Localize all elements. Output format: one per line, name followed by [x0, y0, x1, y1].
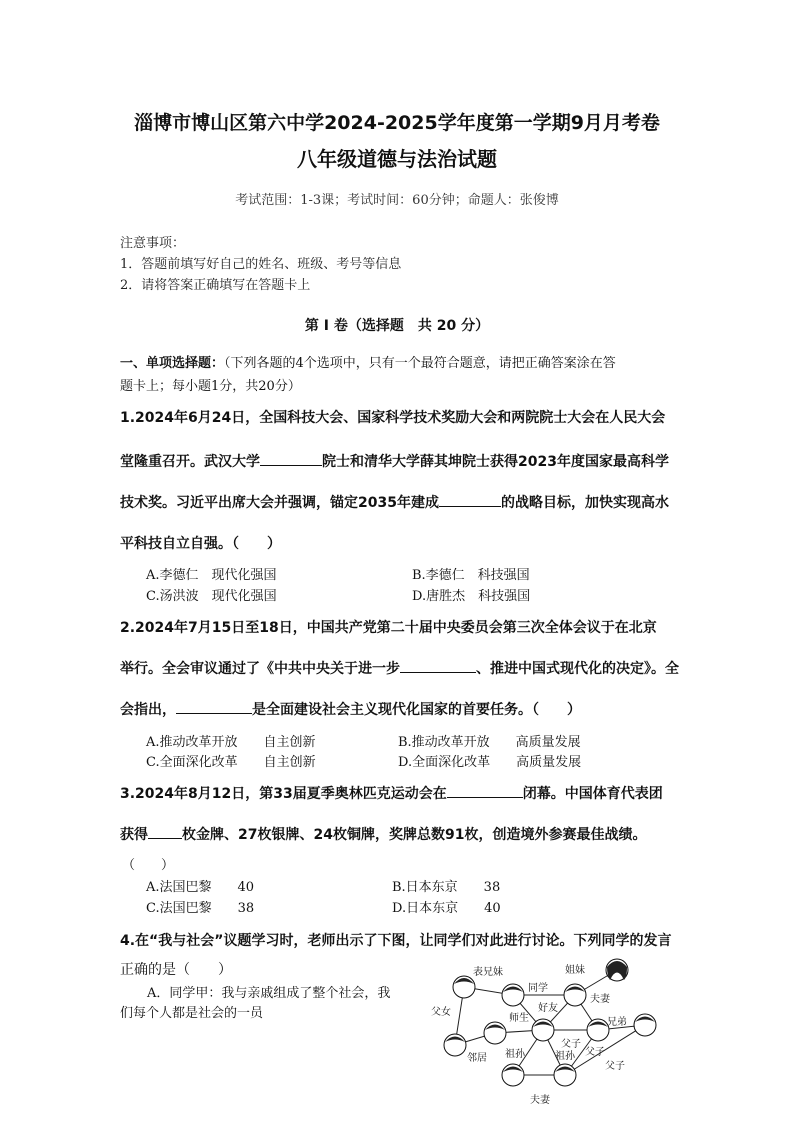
section-heading: 第 I 卷（选择题 共 20 分）: [304, 318, 490, 334]
q3-option-b[interactable]: B.日本东京 38: [392, 880, 501, 895]
exam-subject: 八年级道德与法治试题: [297, 147, 497, 171]
q3-line-3: （ ）: [122, 858, 175, 873]
q2-line-2: [120, 658, 680, 678]
relation-label: 同学: [528, 983, 548, 994]
q2-option-d[interactable]: D.全面深化改革 高质量发展: [398, 755, 582, 770]
relation-label: 兄弟: [607, 1017, 627, 1028]
relationship-diagram: [425, 955, 675, 1105]
q3-text: 枚金牌、27枚银牌、24枚铜牌，奖牌总数91枚，创造境外参赛最佳战绩。: [182, 827, 647, 843]
notes-heading: 注意事项：: [120, 236, 186, 251]
relation-label: 祖孙: [555, 1051, 575, 1062]
answer-blank: [439, 492, 501, 507]
relation-label: 好友: [538, 1003, 558, 1014]
relation-label: 邻居: [467, 1053, 487, 1064]
q1-line-3: [120, 492, 680, 512]
q2-option-b[interactable]: B.推动改革开放 高质量发展: [398, 735, 581, 750]
relation-label: 祖孙: [505, 1049, 525, 1060]
answer-blank: [176, 699, 252, 714]
q1-option-d[interactable]: D.唐胜杰 科技强国: [412, 589, 531, 604]
relation-label: 父女: [431, 1007, 451, 1018]
q1-text: 院士和清华大学薛其坤院士获得2023年度国家最高科学: [322, 454, 669, 470]
instruction-text-2: 题卡上；每小题1分，共20分）: [120, 379, 301, 394]
answer-blank: [400, 658, 476, 673]
q1-line-1: 1.2024年6月24日，全国科技大会、国家科学技术奖励大会和两院院士大会在人民大会: [120, 410, 666, 426]
q1-text: 的战略目标，加快实现高水: [500, 495, 669, 511]
q4-line-2: 正确的是（ ）: [120, 962, 232, 978]
note-item: 1．答题前填写好自己的姓名、班级、考号等信息: [120, 257, 402, 272]
q1-line-4: 平科技自立自强。（ ）: [120, 536, 281, 552]
q1-option-c[interactable]: C.汤洪波 现代化强国: [146, 589, 277, 604]
relation-label: 父子: [585, 1047, 605, 1058]
q2-text: 、推进中国式现代化的决定》。全: [476, 661, 679, 677]
relation-label: 夫妻: [590, 994, 610, 1005]
answer-blank: [447, 783, 523, 798]
exam-title: 淄博市博山区第六中学2024-2025学年度第一学期9月月考卷: [134, 112, 660, 134]
q3-option-d[interactable]: D.日本东京 40: [392, 901, 501, 916]
q4-option-a-line-1[interactable]: A．同学甲：我与亲戚组成了整个社会，我: [147, 986, 391, 1001]
relation-label: 父子: [605, 1061, 625, 1072]
q3-text: 3.2024年8月12日，第33届夏季奥林匹克运动会在: [120, 786, 447, 802]
instruction-text: （下列各题的4个选项中，只有一个最符合题意，请把正确答案涂在答: [224, 356, 616, 371]
relation-label: 师生: [509, 1013, 529, 1024]
q3-text: 闭幕。中国体育代表团: [522, 786, 663, 802]
q3-option-a[interactable]: A.法国巴黎 40: [146, 880, 255, 895]
q4-option-a-line-2: 们每个人都是社会的一员: [120, 1006, 264, 1021]
q1-option-b[interactable]: B.李德仁 科技强国: [412, 568, 530, 583]
q2-line-3: [120, 699, 680, 719]
q4-line-1: 4.在“我与社会”议题学习时，老师出示了下图，让同学们对此进行讨论。下列同学的发言: [120, 933, 672, 949]
q1-text: 技术奖。习近平出席大会并强调，锚定2035年建成: [120, 495, 439, 511]
q2-text: 举行。全会审议通过了《中共中央关于进一步: [120, 661, 400, 677]
q2-option-c[interactable]: C.全面深化改革 自主创新: [146, 755, 316, 770]
q2-text: 是全面建设社会主义现代化国家的首要任务。（ ）: [252, 702, 581, 718]
note-item: 2．请将答案正确填写在答题卡上: [120, 278, 311, 293]
q3-option-c[interactable]: C.法国巴黎 38: [146, 901, 255, 916]
relation-label: 表兄妹: [473, 967, 503, 978]
relation-label: 父子: [561, 1039, 581, 1050]
exam-info: 考试范围：1-3课；考试时间：60分钟；命题人：张俊博: [235, 193, 559, 208]
answer-blank: [260, 451, 322, 466]
answer-blank: [148, 824, 182, 839]
q1-text: 堂隆重召开。武汉大学: [120, 454, 260, 470]
q1-option-a[interactable]: A.李德仁 现代化强国: [146, 568, 277, 583]
relation-label: 夫妻: [530, 1095, 550, 1105]
q3-line-1: [120, 783, 680, 803]
q3-text: 获得: [120, 827, 148, 843]
q1-line-2: [120, 451, 680, 471]
section-instruction: [120, 352, 680, 398]
q2-option-a[interactable]: A.推动改革开放 自主创新: [146, 735, 316, 750]
relation-label: 姐妹: [565, 965, 585, 976]
q2-line-1: 2.2024年7月15日至18日，中国共产党第二十届中央委员会第三次全体会议于在北京: [120, 620, 657, 636]
instruction-title: 一、单项选择题：: [120, 356, 225, 371]
q3-line-2: [120, 824, 680, 844]
q2-text: 会指出，: [120, 702, 176, 718]
